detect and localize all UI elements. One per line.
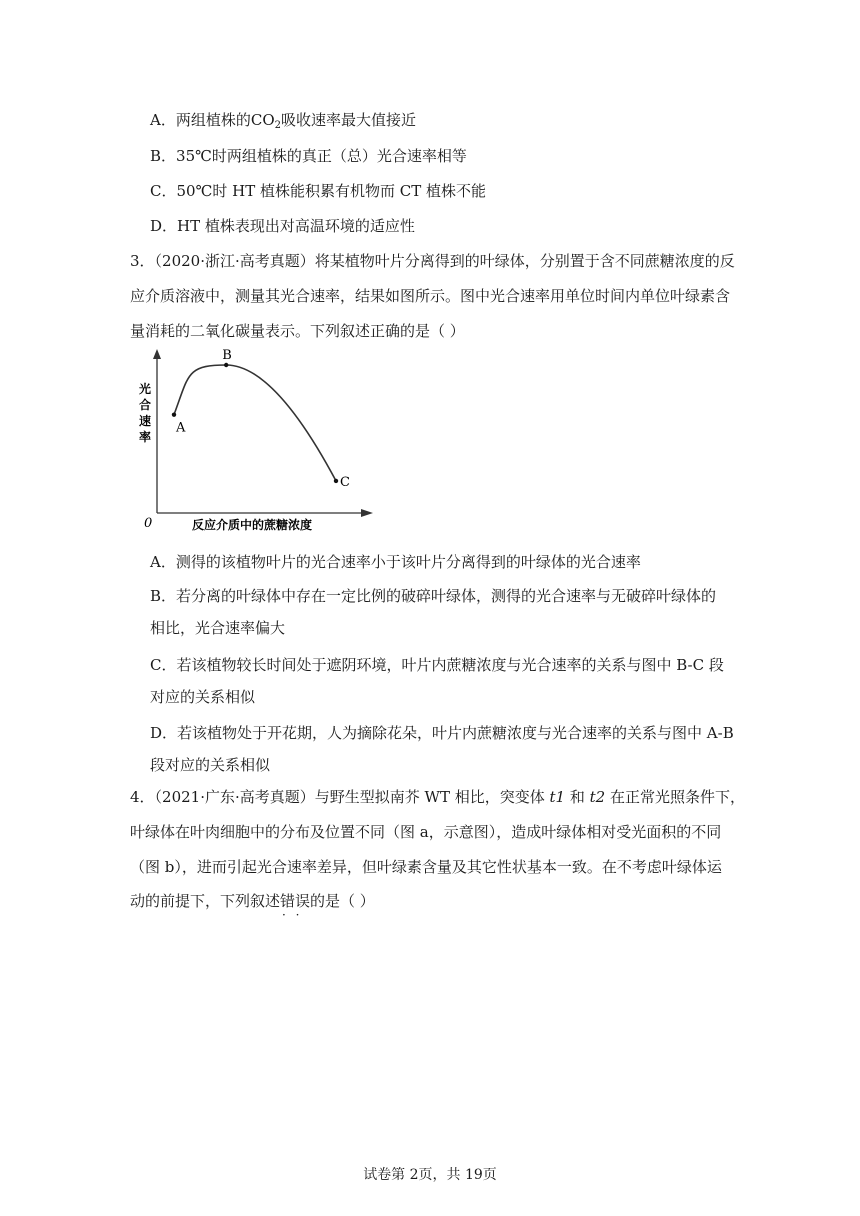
page-footer: 试卷第 2页，共 19页 <box>363 1167 497 1183</box>
q3-option-d-line-2: 段对应的关系相似 <box>150 756 271 774</box>
q3-option-b-line-1: B．若分离的叶绿体中存在一定比例的破碎叶绿体，测得的光合速率与无破碎叶绿体的 <box>150 587 717 605</box>
photosynthesis-chart <box>130 345 380 535</box>
q3-option-c-line-2: 对应的关系相似 <box>150 688 256 706</box>
point-label-a: A <box>176 420 186 436</box>
point-c <box>334 479 338 483</box>
chart-curve <box>174 365 336 481</box>
q3-option-a: A．测得的该植物叶片的光合速率小于该叶片分离得到的叶绿体的光合速率 <box>150 553 641 571</box>
q3-option-c-line-1: C．若该植物较长时间处于遮阴环境，叶片内蔗糖浓度与光合速率的关系与图中 B-C 段 <box>150 656 724 674</box>
point-label-c: C <box>340 474 350 490</box>
q3-stem-line-3: 量消耗的二氧化碳量表示。下列叙述正确的是（ ） <box>130 322 465 340</box>
x-axis-arrow <box>361 509 373 517</box>
q4-stem-line-1: 4．（2021·广东·高考真题）与野生型拟南芥 WT 相比，突变体 t1 和 t2 在正常光照条件下， <box>130 788 745 806</box>
emphasis-word: 错误 · · <box>280 891 310 911</box>
point-b <box>224 363 228 367</box>
q2-option-b: B．35℃时两组植株的真正（总）光合速率相等 <box>150 147 467 165</box>
q2-option-c: C．50℃时 HT 植株能积累有机物而 CT 植株不能 <box>150 182 486 200</box>
point-a <box>172 412 176 416</box>
y-axis-arrow <box>153 349 161 359</box>
q3-option-d-line-1: D．若该植物处于开花期，人为摘除花朵，叶片内蔗糖浓度与光合速率的关系与图中 A-B <box>150 724 734 742</box>
q2-option-d: D．HT 植株表现出对高温环境的适应性 <box>150 217 415 235</box>
chart-axes <box>153 349 373 517</box>
point-label-b: B <box>222 348 232 363</box>
q4-stem-line-3: （图 b），进而引起光合速率差异，但叶绿素含量及其它性状基本一致。在不考虑叶绿体运 <box>130 858 722 876</box>
q4-stem-line-2: 叶绿体在叶肉细胞中的分布及位置不同（图 a，示意图），造成叶绿体相对受光面积的不同 <box>130 823 722 841</box>
chart-origin-label: 0 <box>144 516 153 531</box>
q3-stem-line-1: 3．（2020·浙江·高考真题）将某植物叶片分离得到的叶绿体，分别置于含不同蔗糖浓度的反 <box>130 252 735 270</box>
q4-stem-line-4: 动的前提下，下列叙述错误 · ·的是（ ） <box>130 891 375 911</box>
q3-stem-line-2: 应介质溶液中，测量其光合速率，结果如图所示。图中光合速率用单位时间内单位叶绿素含 <box>130 287 731 305</box>
chart-xlabel: 反应介质中的蔗糖浓度 <box>192 518 313 532</box>
chart-ylabel: 光合速率 <box>139 382 152 444</box>
q3-option-b-line-2: 相比，光合速率偏大 <box>150 619 286 637</box>
q2-option-a: A．两组植株的$CO_2$吸收速率最大值接近 <box>150 111 417 131</box>
